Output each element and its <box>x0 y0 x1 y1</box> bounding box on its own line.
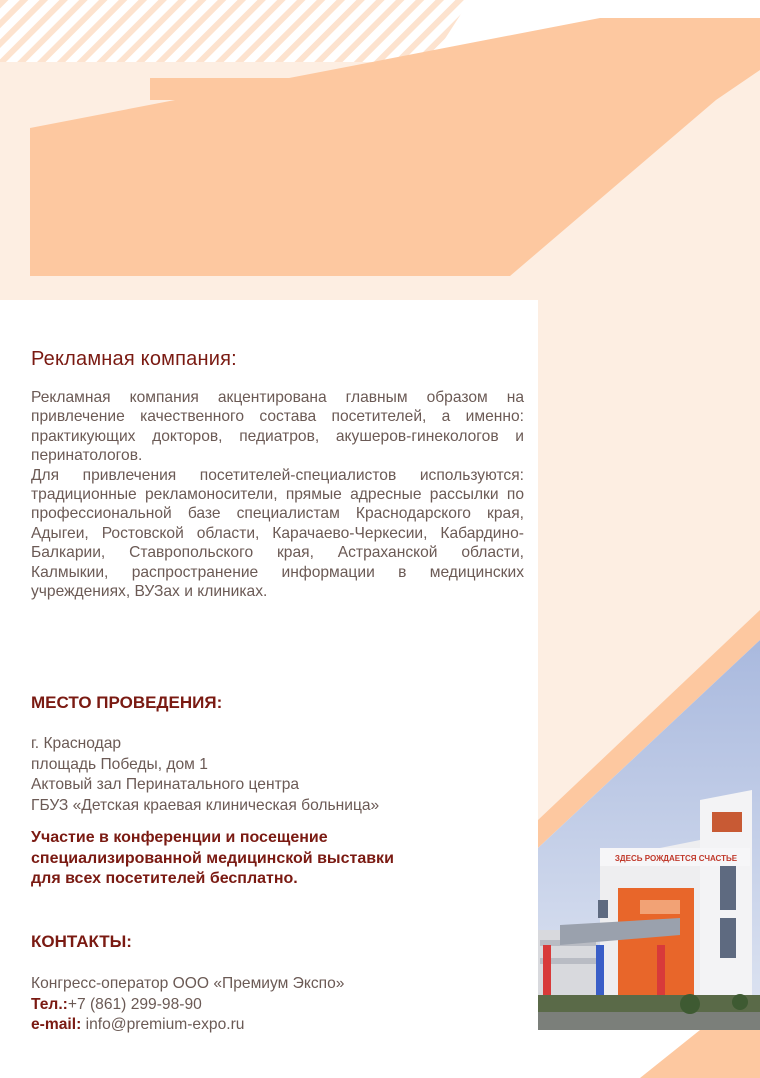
venue-line-hospital: ГБУЗ «Детская краевая клиническая больница» <box>31 796 380 814</box>
venue-address <box>31 734 379 816</box>
phone-label: Тел.: <box>31 995 68 1013</box>
advert-paragraph-1: Рекламная компания акцентирована главным образом на привлечение качественного состава посетителей, а именно: практикующих докторов, педиатров, акушеров-гинекологов и перинатологов. <box>31 389 524 465</box>
contacts-heading: КОНТАКТЫ: <box>31 932 132 951</box>
venue-heading: МЕСТО ПРОВЕДЕНИЯ: <box>31 693 223 712</box>
notice-line-3: для всех посетителей бесплатно. <box>31 870 298 887</box>
contacts-operator: Конгресс-оператор ООО «Премиум Экспо» <box>31 975 345 992</box>
venue-line-city: г. Краснодар <box>31 735 122 752</box>
contacts-block <box>31 974 344 1036</box>
contacts-phone-row <box>31 995 344 1016</box>
bottom-peach-corner <box>640 1030 760 1078</box>
peach-header-top <box>150 78 720 100</box>
stripe-band <box>0 0 470 62</box>
email-link[interactable]: info@premium-expo.ru <box>85 1016 245 1033</box>
contacts-email-row <box>31 1015 344 1036</box>
venue-line-hall: Актовый зал Перинатального центра <box>31 776 300 793</box>
building-sign: ЗДЕСЬ РОЖДАЕТСЯ СЧАСТЬЕ <box>614 854 738 863</box>
advert-paragraph-2: Для привлечения посетителей-специалистов используются: традиционные рекламоносители, прямые адресные рассылки по профессиональной базе специалистам Краснодарского края, Адыгеи, Ростовской области, Карачаево-Черкесии, Кабардино-Балкарии, Ставропольского края, Астраханской области, Калмыкии, распространение информации в медицинских учреждениях, ВУЗах и клиниках. <box>31 466 524 601</box>
notice-line-1: Участие в конференции и посещение <box>31 829 328 846</box>
advert-heading: Рекламная компания: <box>31 348 237 370</box>
venue-line-street: площадь Победы, дом 1 <box>31 755 208 773</box>
advert-body <box>31 388 524 601</box>
email-label: e-mail: <box>31 1016 82 1033</box>
notice-line-2: специализированной медицинской выставки <box>31 849 394 867</box>
free-participation-notice <box>31 828 451 890</box>
phone-number[interactable]: +7 (861) 299-98-90 <box>67 995 202 1013</box>
